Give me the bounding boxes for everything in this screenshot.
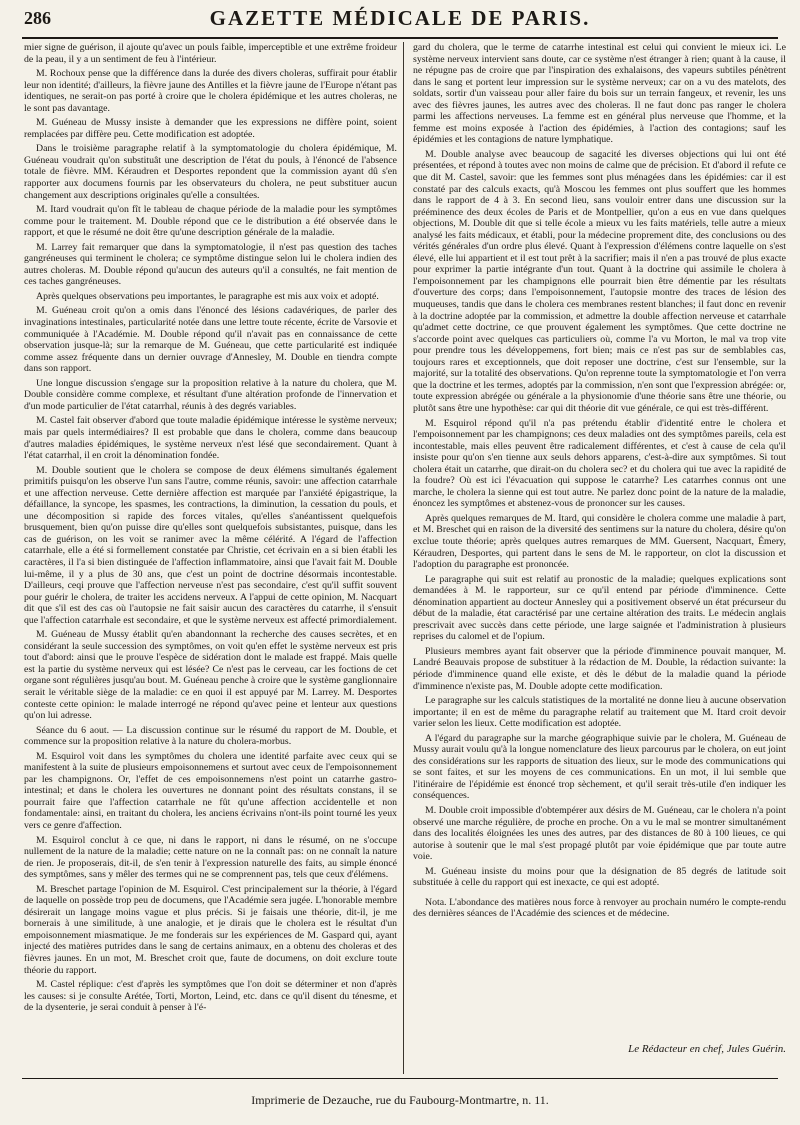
paragraph: mier signe de guérison, il ajoute qu'avec un pouls faible, imperceptible et une extrême froideur de la peau, il y a un sentiment de feu à l'intérieur. bbox=[24, 42, 397, 65]
paragraph: Après quelques observations peu importantes, le paragraphe est mis aux voix et adopté. bbox=[36, 290, 379, 302]
printer-imprint: Imprimerie de Dezauche, rue du Faubourg-Montmartre, n. 11. bbox=[251, 1093, 549, 1107]
paragraph: M. Double soutient que le cholera se compose de deux élémens simultanés également primitifs puisqu'on les observe l'un sans l'autre, comme réunis, savoir: une affection catarrhale et une affection nerveuse. Cette dernière affection est marquée par l'anxiété épigastrique, la défaillance, la syncope, les spasmes, les contractions, la diminution, la cessation du pouls, et une décomposition si rapide des forces vitales, qu'elles s'anéantissent quelquefois brusquement, bien qu'on puisse dire qu'elles sont quelquefois subsistantes, puisque, dans les cas de guérison, on les voit se ranimer avec la même célérité. A l'égard de l'affection catarrhale, elle a été si formellement constatée par Christie, cet écrivain en a si bien établi les caractères, il l'a si bien distinguée de l'affection inflammatoire, ainsi que l'avait fait M. Double lui-même, il y a plus de 30 ans, que c'est un point de doctrine désormais incontestable. D'ailleurs, ceqi prouve que l'affection nerveuse n'est pas secondaire, c'est qu'il suffit souvent pour guérir le cholera, de traiter les accidens nerveux. A l'appui de cette opinion, M. Nacquart dit que s'il est des cas où l'autopsie ne fait saisir aucun des caractères du catarrhe, il s'ensuit que l'affection catarrhale est secondaire, et que le système nerveux est affecté primordialement. bbox=[24, 464, 397, 626]
bottom-rule bbox=[22, 1078, 778, 1079]
paragraph: M. Esquirol répond qu'il n'a pas prétendu établir d'identité entre le cholera et l'empoisonnement par les champignons; ces deux maladies ont des symptômes pareils, cela est incontestable, mais elles peuvent être radicalement différentes, et c'est à cause de cela qu'il insiste pour qu'on s'en tienne aux seuls dehors apparens, c'est-à-dire aux symptômes. Si tout cholera était un catarrhe, que dirait-on du cholera sec? et du cholera qui tue avec la rapidité de la foudre? Où est ici l'évacuation qui suppose le catarrhe? Les catarrhes connus ont une marche, le cholera la sienne qui est tout autre. Ne parlez donc point de la nature de la maladie, énoncez les symptômes et abstenez-vous de prononcer sur les causes. bbox=[413, 417, 786, 510]
right-column bbox=[413, 42, 786, 923]
paragraph: M. Guéneau insiste du moins pour que la désignation de 85 degrés de latitude soit substituée à celle du rapport qui est inexacte, ce qui est adopté. bbox=[413, 865, 786, 889]
paragraph: M. Larrey fait remarquer que dans la symptomatologie, il n'est pas question des taches gangréneuses qui terminent le cholera; ce symptôme distingue selon lui le cholera indien des autres choleras. M. Double répond qu'aucun des auteurs qu'il a consultés, ne fait mention de ces taches gangréneuses. bbox=[24, 241, 397, 288]
paragraph: M. Guéneau croit qu'on a omis dans l'énoncé des lésions cadavériques, de parler des invaginations intestinales, particularité notée dans une lettre toute récente, écrite de Varsovie et communiquée à l'Académie. M. Double répond qu'il n'avait pas en connaissance de cette observation jusque-là; sur la remarque de M. Guéneau, que cette particularité est indiquée comme assez fréquente dans un dernier ouvrage d'Annesley, M. Double en tiendra compte dans son rapport. bbox=[24, 305, 397, 375]
paragraph: M. Rochoux pense que la différence dans la durée des divers choleras, suffirait pour établir leur non identité; d'ailleurs, la fièvre jaune des Antilles et la fièvre jaune de l'Europe n'étant pas identiques, ne serait-on pas porté à croire que le cholera épidémique et les autres choleras, ne le sont pas davantage. bbox=[24, 68, 397, 114]
paragraph: M. Guéneau de Mussy insiste à demander que les expressions ne diffère point, soient remplacées par diffère peu. Cette modification est adoptée. bbox=[24, 117, 397, 140]
column-divider bbox=[403, 42, 404, 1074]
paragraph: gard du cholera, que le terme de catarrhe intestinal est celui qui convient le mieux ici. Le système nerveux intervient sans doute, car ce système n'est étranger à rien; quant à la cause, il ne répugne pas de croire que par l'inspiration des exhalaisons, des vapeurs subtiles pénètrent dans le sang et portent leur impression sur le système nerveux; car on a vu des matelots, des soldats, sortir d'un vaisseau pour aller faire du bois sur un terrain fangeux, et revenir, les uns avec des fièvres jaunes, les autres avec des choleras. Il ne faut donc pas ranger le cholera parmi les affections nerveuses. La femme est en général plus nerveuse que l'homme, et la femme est moins exposée à l'action des épidémies, à l'action des contagions; sauf les épidémies et les contagions de nature lymphatique. bbox=[413, 42, 786, 146]
left-column bbox=[24, 42, 397, 1017]
paragraph: M. Breschet partage l'opinion de M. Esquirol. C'est principalement sur la théorie, à l'égard de laquelle on possède trop peu de documens, que l'Académie sera jugée. L'honorable membre désirerait un langage moins vague et plus précis. Si je faisais une théorie, dit-il, je me bornerais à une similitude, à une analogie, et je dirais que le cholera est le résultat d'un empoisonnement miasmatique. Je me fonderais sur les expériences de M. Gaspard qui, ayant injecté des matières putrides dans le sang de certains animaux, en a obtenu des choleras et des fièvres jaunes. En un mot, M. Breschet croit que, faute de documens, on doit exclure toute théorie du rapport. bbox=[24, 883, 397, 976]
paragraph: Le paragraphe sur les calculs statistiques de la mortalité ne donne lieu à aucune observation importante; il en est de même du paragraphe relatif au traitement que M. Itard croit devoir varier selon les lieux. Cette modification est adoptée. bbox=[413, 695, 786, 730]
paragraph: A l'égard du paragraphe sur la marche géographique suivie par le cholera, M. Guéneau de Mussy aurait voulu qu'à la longue nomenclature des lieux parcourus par le cholera, on eut joint des considérations sur les rapports de situation des lieux, sur le mode des communications qui se sont faites, et sur les moyens de ces communications. En un mot, il lui semble que l'itinéraire de l'épidémie est énoncé trop sèchement, et qu'il serait très-utile d'en indiquer les conséquences. bbox=[413, 732, 786, 802]
paragraph: Dans le troisième paragraphe relatif à la symptomatologie du cholera épidémique, M. Guéneau voudrait qu'on substituât une description de l'état du pouls, à l'énoncé de l'absence totale de fièvre. MM. Kéraudren et Desportes repondent que la commission ayant dû s'en rapporter aux documens fournis par les observateurs du cholera, ne peut substituer aucun changement aux descriptions originales qu'elle a consultées. bbox=[24, 143, 397, 201]
paragraph: Le paragraphe qui suit est relatif au pronostic de la maladie; quelques explications sont demandées à M. le rapporteur, sur ce qu'il entend par période d'imminence. Cette dénomination appartient au docteur Annesley qui a positivement observé un état précurseur du début de la maladie, état caractérisé par une certaine altération des traits. Le médecin anglais prescrivait avec succès dans cette période, une large saignée et l'administration à plusieurs reprises du calomel et de l'opium. bbox=[413, 573, 786, 643]
paragraph: Après quelques remarques de M. Itard, qui considère le cholera comme une maladie à part, et M. Breschet qui en raison de la diversité des sentimens sur la nature du cholera, désire qu'on exclue toute théorie; après quelques autres remarques de MM. Guersent, Nacquart, Émery, Kéraudren, Desportes, qui partent dans le sens de M. le rapporteur, on clot la discussion et l'adoption du paragraphe est prononcée. bbox=[413, 512, 786, 571]
editorial-note: Nota. L'abondance des matières nous force à renvoyer au prochain numéro le compte-rendu des dernières séances de l'Académie des sciences et de médecine. bbox=[413, 896, 786, 920]
session-heading-paragraph: Séance du 6 aout. — La discussion continue sur le résumé du rapport de M. Double, et commence sur la proposition relative à la nature du cholera-morbus. bbox=[24, 724, 397, 748]
paragraph: M. Double croit impossible d'obtempérer aux désirs de M. Guéneau, car le cholera n'a point observé une marche régulière, de proche en proche. On a vu le mal se montrer simultanément dans des localités éloignées les unes des autres, par des distances de 80 à 100 lieues, ce qui autorise à soutenir que le mal s'est propagé plutôt par voie épidémique que par toute autre voie. bbox=[413, 805, 786, 863]
paragraph: Plusieurs membres ayant fait observer que la période d'imminence pouvait manquer, M. Landré Beauvais propose de substituer à la rédaction de M. Double, la rédaction suivante: la période d'imminence quand elle existe, et dès le début de la maladie quand la période d'imminence n'existe pas, M. Double adopte cette modification. bbox=[413, 645, 786, 692]
paragraph: M. Itard voudrait qu'on fît le tableau de chaque période de la maladie pour les symptômes comme pour le traitement. M. Double répond que ce le distribution a été observée dans le rapport, et que le résumé ne doit être qu'une description générale de la maladie. bbox=[24, 204, 397, 239]
paragraph: Une longue discussion s'engage sur la proposition relative à la nature du cholera, que M. Double considère comme complexe, et résultant d'une altération profonde de l'innervation et d'un mode particulier de l'état catarrhal, réunis à des degrés variables. bbox=[24, 377, 397, 412]
paragraph: M. Castel réplique: c'est d'après les symptômes que l'on doit se déterminer et non d'après les causes: si je consulte Arétée, Torti, Morton, Leind, etc. dans ce qu'il disent du ténesme, et de la dysenterie, je serai conduit à penser à l'é- bbox=[24, 979, 397, 1014]
paragraph: M. Double analyse avec beaucoup de sagacité les diverses objections qui lui ont été présentées, et répond à toutes avec non moins de calme que de précision. Et d'abord il refute ce que dit M. Castel, savoir: que les femmes sont plus ménagées dans les épidémies: car il est constaté par des calculs exacts, qu'à Moscou les femmes ont plus souffert que les hommes dans le rapport de 4 à 3. En second lieu, sans vouloir entrer dans une discussion sur la prééminence des deux écoles de Paris et de Montpellier, qu'on a eus en vue dans quelques objections, M. Double dit que si telle école a mieux vu les faits matériels, telle autre a mieux analysé les faits médicaux, et établi, pour la médecine proprement dite, des conclusions ou des vérités générales d'un ordre plus élevé. Quant à l'expression d'élémens contre laquelle on s'est élevé, elle lui appartient et il est tout prêt à la sacrifier; mais il n'en a pas trouvé de plus exacte pour exprimer la partie intégrante d'un tout. Quant à la doctrine qui assimile le cholera à l'empoisonnement par les champignons elle pourrait bien être démentie par les résultats d'ouverture des corps; dans l'empoisonnement, l'autopsie montre des traces de lésion des muqueuses, tandis que dans le cholera ces membranes restent blanches; il faut donc en revenir à la doctrine adoptée par la commission, et admettre la double affection nerveuse et catarrhale qu'admet cette doctrine, ce que prouvent également les symptômes. Que cette doctrine ne s'accorde point avec quelques cas particuliers où, comme l'a vu Morton, le mal va trop vite pour prendre tous les développemens, fort bien; mais ce n'est pas sur de semblables cas, toujours rares et exceptionnels, que doit reposer une doctrine, c'est sur l'ensemble, sur la majorité, sur la totalité des observations. Qu'on reprenne toute la symptomatologie et l'on verra que la doctrine et les termes, adoptés par la commission, n'en sont que l'expression abrégée: or, toute expression abrégée ou générale a la physionomie d'une théorie sans être une théorie, ou plutôt sans être une hypothèse: car qui dit théorie dit vue générale, ce qui est très-différent. bbox=[413, 148, 786, 414]
paragraph: M. Esquirol conclut à ce que, ni dans le rapport, ni dans le résumé, on ne s'occupe nullement de la nature de la maladie; cette nature on ne la connaît pas: on ne connaît la nature de rien. Je proposerais, dit-il, de s'en tenir à l'expression naturelle des faits, au simple énoncé des symptômes, sans y mêler des termes qui ne se comprennent pas, tels que ceux d'élémens. bbox=[24, 834, 397, 881]
paragraph: M. Castel fait observer d'abord que toute maladie épidémique intéresse le système nerveux; mais par quels intermédiaires? Il est probable que dans le cholera, comme dans beaucoup d'autres maladies épidémiques, le système nerveux n'est lésé que secondairement. Quant à l'état catarrhal, il en croit la dénomination fondée. bbox=[24, 415, 397, 462]
editor-signature: Le Rédacteur en chef, Jules Guérin. bbox=[628, 1043, 786, 1055]
top-rule bbox=[22, 37, 778, 39]
paragraph: M. Guéneau de Mussy établit qu'en abandonnant la recherche des causes secrètes, et en considérant la seule succession des symptômes, on voit qu'en effet le système nerveux est pris tout d'abord: ainsi que le prouve l'espèce de sidération dont le malade est frappé. Mais quelle est la partie du système nerveux qui est lésée? Ce n'est pas le cerveau, car les foctions de cet organe sont régulières jusqu'au bout. M. Guéneau penche à croire que le système ganglionnaire serait le véritable siège de la maladie: ce en quoi il est appuyé par M. Larrey. M. Desportes conteste cette opinion: le malade interrogé ne répond qu'avec peine et lenteur aux questions qu'on lui adresse. bbox=[24, 629, 397, 722]
journal-title: GAZETTE MÉDICALE DE PARIS. bbox=[209, 6, 591, 30]
paragraph: M. Esquirol voit dans les symptômes du cholera une identité parfaite avec ceux qui se manifestent à la suite de plusieurs empoisonnemens et surtout avec ceux de l'empoisonnement par les champignons. Or, l'effet de ces empoisonnemens n'est point un catarrhe gastro-intestinal; et dans le cholera les ouvertures ne donnant point des résultats constans, il se pourrait faire que l'affection catarrhale ne fût qu'une affection accidentelle et non fondamentale: ainsi, en traitant du cholera, les anciens écrivains n'ont-ils point tourné les yeux vers ce genre d'affection. bbox=[24, 750, 397, 831]
page-number: 286 bbox=[24, 8, 51, 28]
